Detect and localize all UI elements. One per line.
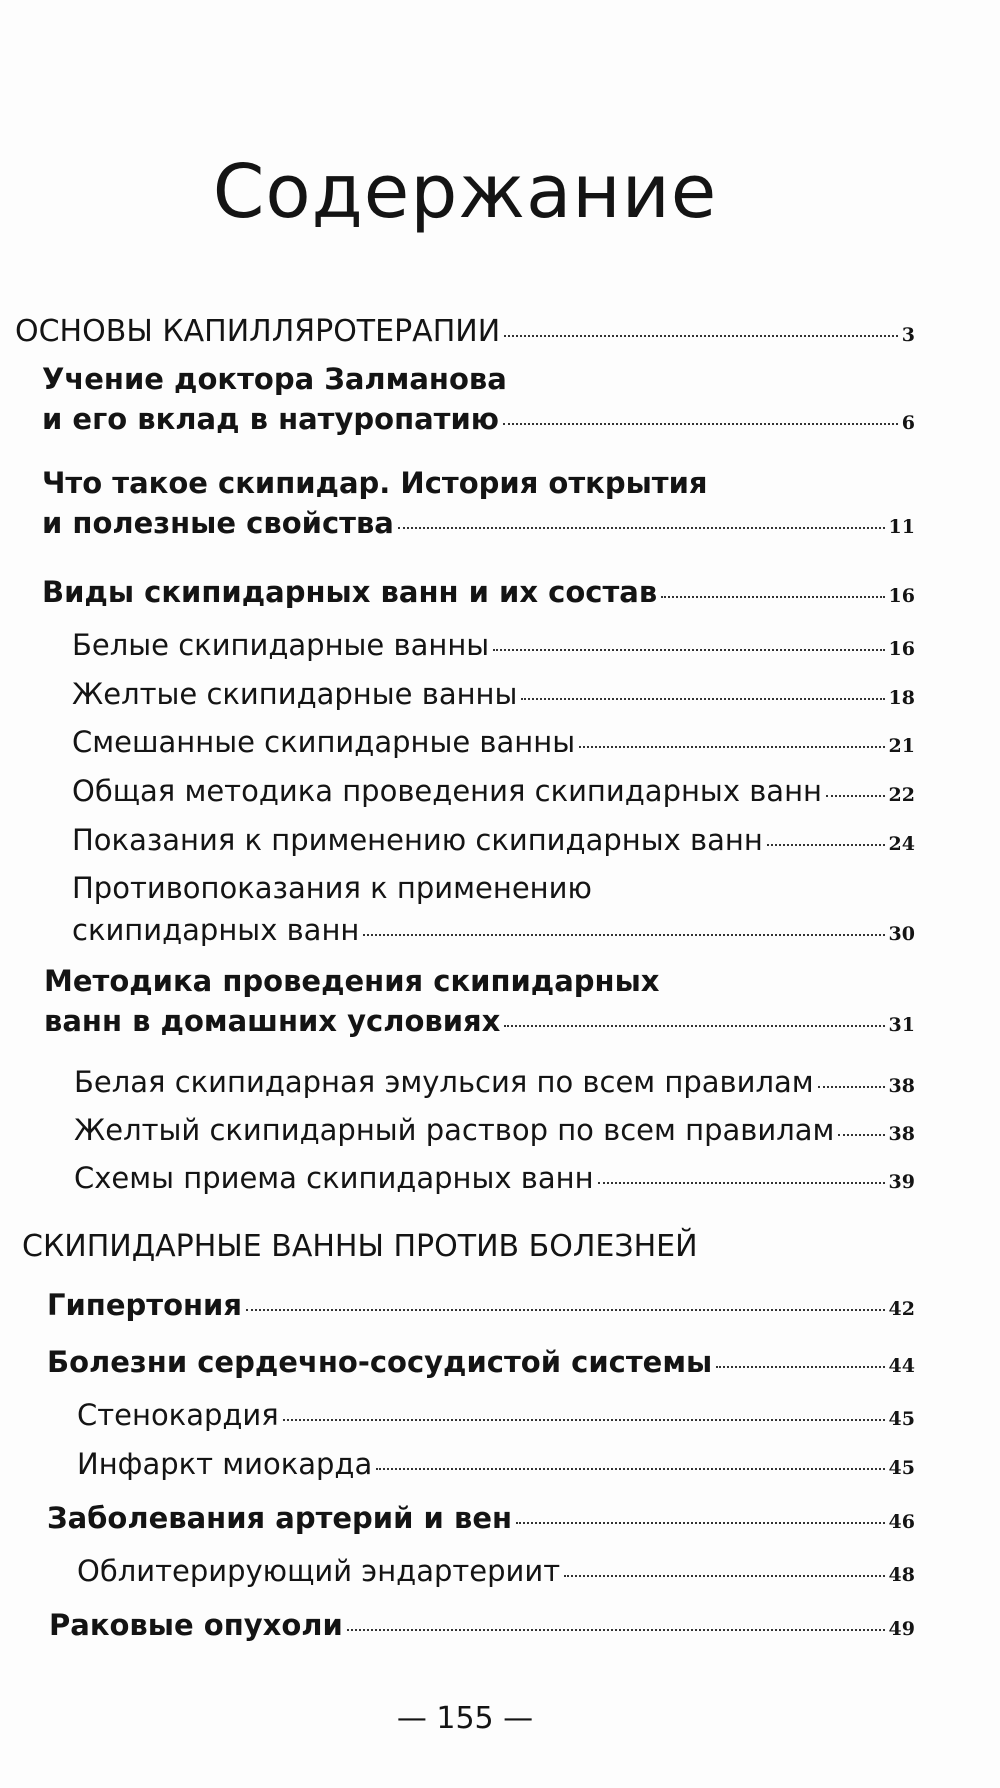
toc-entry-title: Заболевания артерий и вен	[47, 1501, 513, 1535]
toc-page-number: 21	[888, 735, 915, 757]
toc-page-number: 49	[888, 1618, 915, 1640]
toc-leader-dots	[818, 1086, 885, 1088]
toc-entry-title: Показания к применению скипидарных ванн	[72, 823, 763, 857]
toc-entry-title-line-2: и его вклад в натуропатию	[42, 402, 499, 436]
toc-page-number: 3	[901, 324, 915, 346]
toc-entry-title: Стенокардия	[77, 1398, 279, 1432]
toc-entry[interactable]	[47, 1345, 915, 1379]
toc-leader-dots	[826, 795, 885, 797]
toc-subentry[interactable]	[77, 1398, 915, 1432]
toc-leader-dots	[283, 1419, 885, 1421]
toc-page-number: 46	[888, 1511, 915, 1533]
page-number-footer: — 155 —	[396, 1701, 534, 1736]
toc-subentry[interactable]	[74, 1065, 915, 1099]
toc-entry-title: Виды скипидарных ванн и их состав	[42, 575, 658, 609]
toc-leader-dots	[398, 527, 885, 529]
toc-entry[interactable]	[44, 964, 915, 1038]
toc-entry-title: Желтые скипидарные ванны	[72, 677, 518, 711]
toc-page-number: 31	[888, 1014, 915, 1036]
toc-page-number: 18	[888, 687, 915, 709]
toc-entry[interactable]	[42, 466, 915, 540]
toc-subentry[interactable]	[72, 677, 915, 711]
toc-page-number: 38	[888, 1123, 915, 1145]
toc-leader-dots	[838, 1134, 884, 1136]
toc-leader-dots	[503, 423, 898, 425]
toc-subentry[interactable]	[72, 871, 915, 947]
toc-entry-title: Схемы приема скипидарных ванн	[74, 1161, 594, 1195]
toc-leader-dots	[767, 844, 885, 846]
toc-entry-title: Смешанные скипидарные ванны	[72, 725, 576, 759]
toc-leader-dots	[564, 1575, 884, 1577]
toc-subentry[interactable]	[74, 1113, 915, 1147]
toc-page-number: 48	[888, 1564, 915, 1586]
toc-entry-title: Белая скипидарная эмульсия по всем правилам	[74, 1065, 814, 1099]
toc-part-1-label: ОСНОВЫ КАПИЛЛЯРОТЕРАПИИ	[15, 314, 501, 349]
toc-leader-dots	[504, 1025, 884, 1027]
page-title: Содержание	[212, 149, 718, 235]
toc-subentry[interactable]	[72, 774, 915, 808]
toc-entry-title: Желтый скипидарный раствор по всем правилам	[74, 1113, 835, 1147]
toc-page-number: 16	[888, 638, 915, 660]
toc-entry[interactable]	[47, 1288, 915, 1322]
toc-entry-title-line-2: и полезные свойства	[42, 506, 394, 540]
toc-page-number: 11	[888, 516, 915, 538]
toc-leader-dots	[579, 746, 884, 748]
toc-entry-title: Инфаркт миокарда	[77, 1447, 373, 1481]
toc-entry-title: Белые скипидарные ванны	[72, 628, 490, 662]
toc-entry-title-line-1: Методика проведения скипидарных	[44, 964, 660, 998]
toc-page-number: 24	[888, 833, 915, 855]
toc-leader-dots	[716, 1366, 884, 1368]
toc-page-number: 38	[888, 1075, 915, 1097]
toc-entry-title: Облитерирующий эндартериит	[77, 1554, 561, 1588]
toc-entry[interactable]	[42, 362, 915, 436]
toc-leader-dots	[516, 1522, 885, 1524]
toc-page-number: 39	[888, 1171, 915, 1193]
toc-entry-title-line-2: скипидарных ванн	[72, 913, 360, 947]
toc-entry-title: Гипертония	[47, 1288, 242, 1322]
toc-entry-title: Общая методика проведения скипидарных ванн	[72, 774, 822, 808]
toc-leader-dots	[521, 698, 884, 700]
toc-part-1[interactable]	[15, 314, 915, 349]
toc-page-number: 45	[888, 1457, 915, 1479]
toc-page-number: 42	[888, 1298, 915, 1320]
toc-entry-title-line-1: Учение доктора Залманова	[42, 362, 507, 396]
toc-page-number: 45	[888, 1408, 915, 1430]
toc-entry-title-line-1: Противопоказания к применению	[72, 871, 592, 905]
toc-subentry[interactable]	[72, 628, 915, 662]
toc-page-number: 6	[901, 412, 915, 434]
toc-entry[interactable]	[47, 1501, 915, 1535]
toc-subentry[interactable]	[72, 823, 915, 857]
toc-leader-dots	[347, 1629, 885, 1631]
toc-entry-title: Болезни сердечно-сосудистой системы	[47, 1345, 713, 1379]
toc-subentry[interactable]	[77, 1447, 915, 1481]
toc-page-number: 16	[888, 585, 915, 607]
toc-entry[interactable]	[49, 1608, 915, 1642]
toc-entry-title: Раковые опухоли	[49, 1608, 343, 1642]
toc-leader-dots	[504, 335, 898, 337]
toc-subentry[interactable]	[72, 725, 915, 759]
toc-leader-dots	[661, 596, 884, 598]
toc-page-number: 30	[888, 923, 915, 945]
toc-leader-dots	[246, 1309, 885, 1311]
toc-leader-dots	[363, 934, 884, 936]
toc-leader-dots	[598, 1182, 885, 1184]
toc-part-2-label[interactable]: СКИПИДАРНЫЕ ВАННЫ ПРОТИВ БОЛЕЗНЕЙ	[22, 1229, 698, 1264]
toc-page-number: 44	[888, 1355, 915, 1377]
toc-entry[interactable]	[42, 575, 915, 609]
toc-leader-dots	[493, 649, 884, 651]
toc-page-number: 22	[888, 784, 915, 806]
toc-subentry[interactable]	[77, 1554, 915, 1588]
toc-entry-title-line-2: ванн в домашних условиях	[44, 1004, 501, 1038]
toc-subentry[interactable]	[74, 1161, 915, 1195]
toc-entry-title-line-1: Что такое скипидар. История открытия	[42, 466, 708, 500]
toc-leader-dots	[376, 1468, 884, 1470]
